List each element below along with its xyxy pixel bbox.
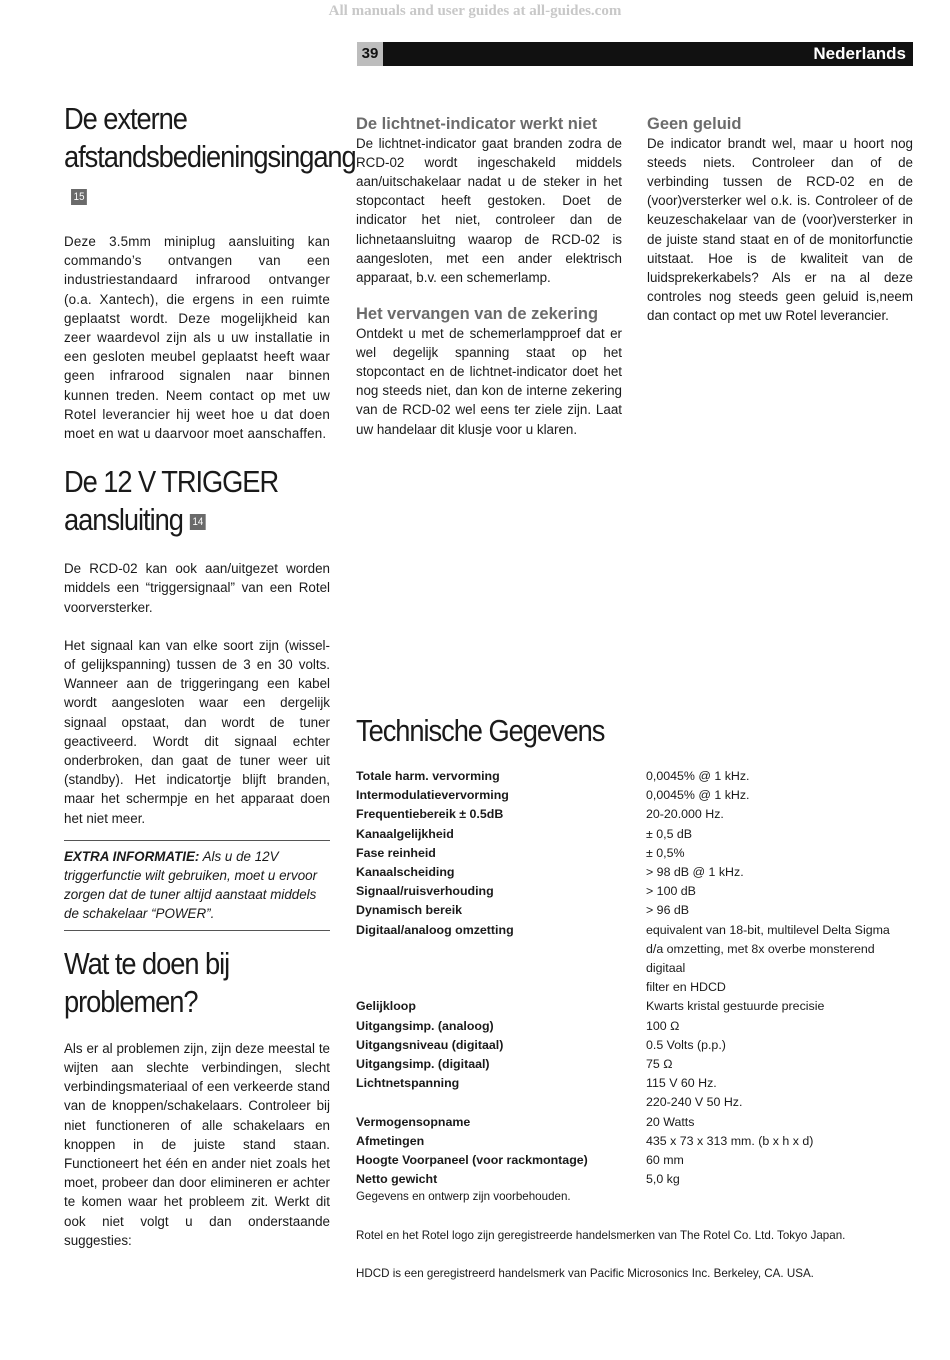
note-text: Als u de 12V triggerfunctie wilt gebruiken, moet u ervoor zorgen dat de tuner altijd aanstaat middels de schakelaar “POWER”. [64,848,318,922]
spec-row [356,1113,916,1132]
spec-row [356,767,916,786]
subheading-power-indicator: De lichtnet-indicator werkt niet [356,115,598,133]
spec-row [356,786,916,805]
footnote: HDCD is een geregistreerd handelsmerk van Pacific Microsonics Inc. Berkeley, CA. USA. [356,1267,814,1280]
spec-label: Intermodulatievervorming [356,788,509,803]
spec-label [356,940,646,978]
spec-value: ± 0,5% [646,845,685,860]
column-middle [356,115,622,439]
spec-value: 20-20.000 Hz. [646,807,724,822]
spec-value: > 96 dB [646,903,690,918]
spec-value: 20 Watts [646,1114,695,1129]
spec-row [356,1093,916,1112]
info-note [64,840,330,931]
spec-label: Vermogensopname [356,1114,471,1129]
spec-value: 220-240 V 50 Hz. [646,1095,743,1110]
title-line: problemen? [64,983,198,1019]
tech-specs-title: Technische Gegevens [356,713,605,748]
spec-value: equivalent van 18-bit, multilevel Delta Sigma [646,922,890,937]
spec-value: 60 mm [646,1153,684,1168]
section-title-trigger [64,463,298,539]
title-line: aansluiting [64,502,183,538]
spec-value: 115 V 60 Hz. [646,1076,717,1091]
paragraph: Het signaal kan van elke soort zijn (wissel- of gelijkspanning) tussen de 3 en 30 volts. Wanneer aan de triggeringang een kabel wordt aangesloten waar een dergelijk signaal opstaat, dan wordt de tuner geactiveerd. Wordt dit signaal echter onderbroken, dan gaat de tuner weer uit (standby). Het indicatortje blijft branden, maar het schermpje en het apparaat doen het niet meer. [64,637,330,826]
spec-label: Signaal/ruisverhouding [356,884,494,899]
spec-value: 0,0045% @ 1 kHz. [646,788,750,803]
spec-row [356,997,916,1016]
paragraph: De RCD-02 kan ook aan/uitgezet worden middels een “triggersignaal” van een Rotel voorversterker. [64,561,330,615]
spec-value: 100 Ω [646,1018,680,1033]
paragraph: Deze 3.5mm miniplug aansluiting kan commando’s ontvangen van een industriestandaard infrarood ontvanger (o.a. Xantech), die ergens in een ruimte geplaatst wordt. Deze mogelijkheid kan zeer waardevol zijn als u uw installatie in een gesloten meubel geplaatst heeft waar geen infrarood signalen naar binnen kunnen treden. Neem contact op met uw Rotel leverancier hij weet hoe u dat doen moet en wat u daarvoor moet aanschaffen. [64,234,330,442]
spec-label: Gelijkloop [356,999,416,1014]
spec-row [356,1074,916,1093]
column-right [647,115,913,326]
spec-row [356,901,916,920]
spec-row [356,940,916,978]
watermark-text: All manuals and user guides at all-guides.com [328,3,622,19]
spec-row [356,1170,916,1189]
spec-value: 5,0 kg [646,1172,680,1187]
spec-label: Lichtnetspanning [356,1076,460,1091]
subheading-fuse: Het vervangen van de zekering [356,305,599,324]
section-badge: 15 [71,189,87,205]
spec-label: Kanaalgelijkheid [356,826,454,841]
spec-label: Kanaalscheiding [356,865,455,880]
spec-label: Fase reinheid [356,845,436,860]
spec-value: 0.5 Volts (p.p.) [646,1037,726,1052]
paragraph: Als er al problemen zijn, zijn deze meestal te wijten aan slechte verbindingen, slecht verbindingsmateriaal of een verkeerde stand van de knoppen/schakelaars. Controleer bij niet functioneren of alle schakelaars en knoppen in de juiste stand staan. Functioneert het één en ander niet zoals het moet, probeer dan door elimineren er achter te komen waar het probleem zit. Werkt dit ook niet volgt u dan onderstaande suggesties: [64,1040,330,1248]
spec-value: 0,0045% @ 1 kHz. [646,769,750,783]
spec-row [356,1055,916,1074]
spec-value: d/a omzetting, met 8x overbe monsterend digitaal [646,941,875,976]
spec-value: Kwarts kristal gestuurde precisie [646,999,825,1014]
spec-row [356,1017,916,1036]
spec-row [356,805,916,824]
section-badge: 14 [190,514,206,530]
spec-row [356,1036,916,1055]
spec-label: Uitgangsimp. (analoog) [356,1018,494,1033]
title-line: De 12 V TRIGGER [64,464,279,500]
spec-value: 435 x 73 x 313 mm. (b x h x d) [646,1133,814,1148]
spec-row [356,844,916,863]
spec-row [356,863,916,882]
spec-row [356,1132,916,1151]
section-title-problems [64,945,298,1021]
spec-row [356,921,916,940]
spec-label: Hoogte Voorpaneel (voor rackmontage) [356,1153,588,1168]
spec-label: Dynamisch bereik [356,903,463,918]
footnote: Gegevens en ontwerp zijn voorbehouden. [356,1190,571,1203]
spec-label: Uitgangsniveau (digitaal) [356,1037,504,1052]
section-title-remote-input [64,100,356,214]
subheading-no-sound: Geen geluid [647,115,742,133]
spec-value: > 98 dB @ 1 kHz. [646,865,744,880]
paragraph: Ontdekt u met de schemerlampproef dat er wel degelijk spanning staat op het stopcontact en de lichtnet-indicator doet het nog steeds niet, dan kon de interne zekering van de RCD-02 wel eens ter ziele zijn. Laat uw handelaar dit klusje voor u klaren. [356,325,622,437]
spec-label: Netto gewicht [356,1172,438,1187]
paragraph: De indicator brandt wel, maar u hoort nog steeds niets. Controleer dan of de verbinding tussen de RCD-02 en de (voor)versterker wel o.k. is. Controleer of de keuzeschakelaar van de (voor)versterker in de juiste stand staat en of de monitorfunctie uitstaat. Hoe is de kwaliteit van de luidsprekerkabels? Als er na al deze controles nog steeds geen geluid is,neem dan contact op met uw Rotel leverancier. [647,135,913,324]
footnote: Rotel en het Rotel logo zijn geregistreerde handelsmerken van The Rotel Co. Ltd. Tokyo Japan. [356,1229,846,1242]
spec-label: Digitaal/analoog omzetting [356,922,514,937]
spec-value: > 100 dB [646,884,696,899]
spec-label [356,978,646,997]
note-label: EXTRA INFORMATIE: [64,848,200,864]
spec-row [356,978,916,997]
language-label: Nederlands [813,44,906,63]
spec-table [356,767,916,1189]
spec-label: Frequentiebereik ± 0.5dB [356,807,504,822]
spec-row [356,882,916,901]
paragraph: De lichtnet-indicator gaat branden zodra de RCD-02 wordt ingeschakeld middels aan/uitschakelaar nadat u de steker in het stopcontact heeft gestoken. Doet de indicator het niet, controleer dan de lichnetaansluitng waarop de RCD-02 is aangesloten, met een ander elektrisch apparaat, b.v. een schemerlamp. [356,135,622,285]
spec-label [356,1093,646,1112]
spec-value: 75 Ω [646,1057,673,1072]
spec-label: Uitgangsimp. (digitaal) [356,1057,490,1072]
spec-label: Totale harm. vervorming [356,769,500,783]
title-line: De externe [64,101,187,136]
spec-label: Afmetingen [356,1133,425,1148]
column-left [64,100,356,1250]
spec-value: ± 0,5 dB [646,826,693,841]
page-number: 39 [357,42,383,66]
title-line: Wat te doen bij [64,945,230,981]
spec-value: filter en HDCD [646,980,726,995]
spec-row [356,825,916,844]
title-line: afstandsbedieningsingang [64,139,356,174]
spec-row [356,1151,916,1170]
